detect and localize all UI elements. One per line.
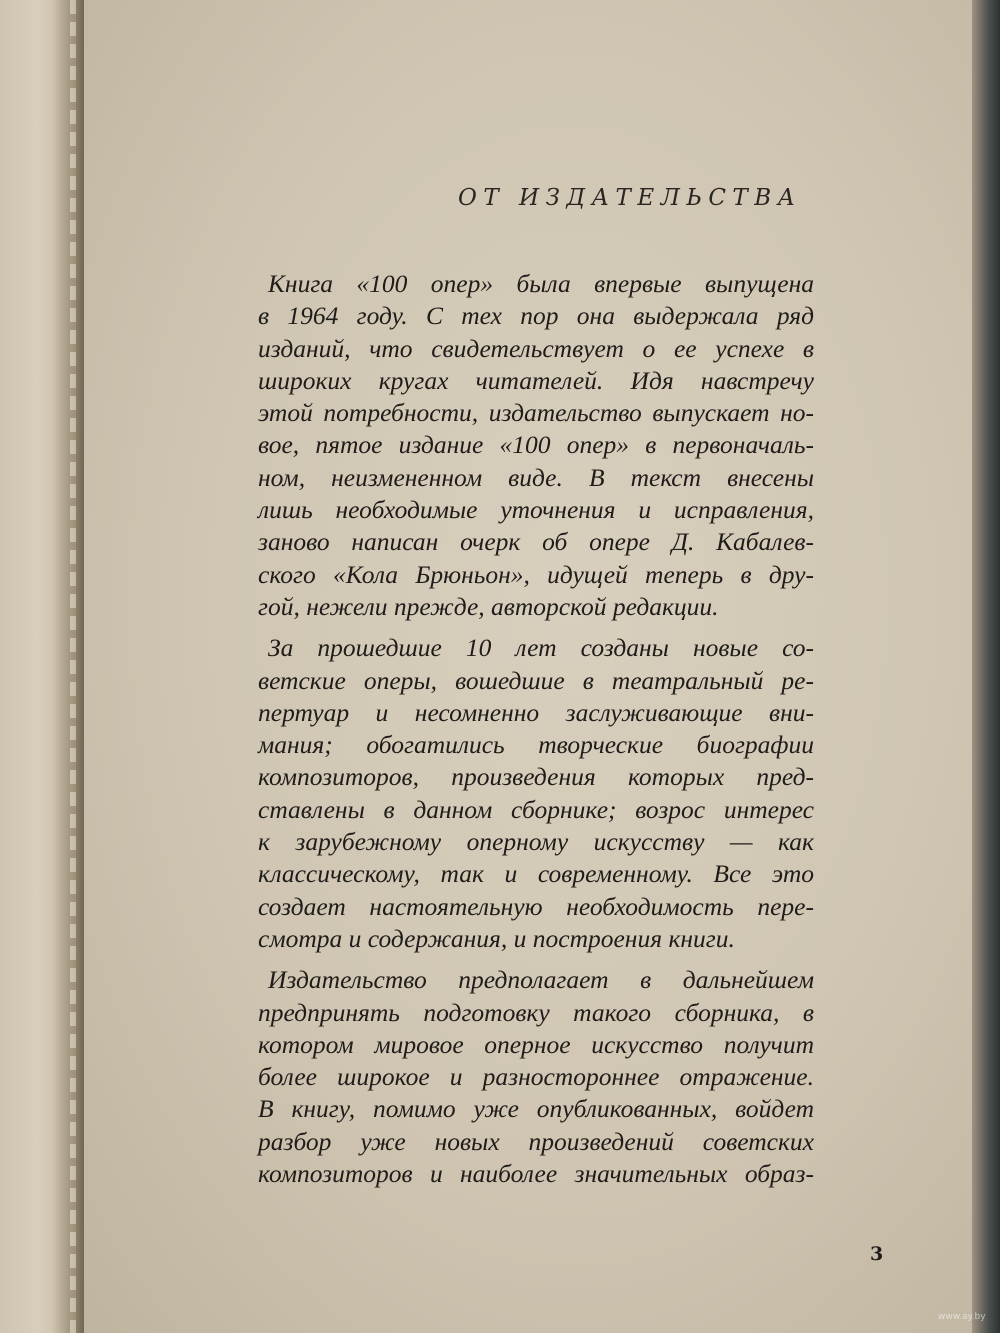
text-line: композиторов, произведения которых пред- <box>258 762 814 792</box>
text-line: лишь необходимые уточнения и исправления, <box>258 495 814 525</box>
text-line: гой, нежели прежде, авторской редакции. <box>258 591 719 621</box>
text-line: в 1964 году. С тех пор она выдержала ряд <box>258 301 814 331</box>
gutter-shadow <box>52 0 84 1333</box>
text-line: предпринять подготовку такого сборника, в <box>258 997 814 1027</box>
text-line: смотра и содержания, и построения книги. <box>258 923 735 953</box>
text-line: заново написан очерк об опере Д. Кабалев- <box>258 527 814 557</box>
text-line: создает настоятельную необходимость пере- <box>258 891 814 921</box>
text-line: изданий, что свидетельствует о ее успехе в <box>258 333 814 363</box>
text-line: ского «Кола Брюньон», идущей теперь в дру- <box>258 559 814 589</box>
text-line: этой потребности, издательство выпускает но- <box>258 398 814 428</box>
text-line: пертуар и несомненно заслуживающие вни- <box>258 697 814 727</box>
paragraph <box>258 268 814 623</box>
paragraph <box>258 632 814 955</box>
text-line: В книгу, помимо уже опубликованных, войдет <box>258 1094 814 1124</box>
text-line: разбор уже новых произведений советских <box>258 1126 814 1156</box>
text-line: композиторов и наиболее значительных образ- <box>258 1159 814 1189</box>
page-right-edge <box>972 0 1000 1333</box>
text-line: ветские оперы, вошедшие в театральный ре- <box>258 665 814 695</box>
text-line: классическому, так и современному. Все это <box>258 859 814 889</box>
binding-stitches <box>70 0 76 1333</box>
text-line: котором мировое оперное искусство получит <box>258 1029 814 1059</box>
paragraph <box>258 964 814 1190</box>
text-line: ном, неизмененном виде. В текст внесены <box>258 462 814 492</box>
text-line: вое, пятое издание «100 опер» в первоначаль- <box>258 430 814 460</box>
text-line: Книга «100 опер» была впервые выпущена <box>268 269 814 298</box>
site-watermark: www.ay.by <box>938 1312 986 1322</box>
text-line: Издательство предполагает в дальнейшем <box>268 965 814 995</box>
text-line: мания; обогатились творческие биографии <box>258 730 814 760</box>
page-number: 3 <box>870 1243 884 1265</box>
text-line: широких кругах читателей. Идя навстречу <box>258 365 814 395</box>
page-heading: ОТ ИЗДАТЕЛЬСТВА <box>458 185 802 211</box>
text-line: ставлены в данном сборнике; возрос интерес <box>258 794 814 824</box>
body-text <box>258 268 814 1199</box>
text-line: За прошедшие 10 лет созданы новые со- <box>268 633 814 663</box>
text-line: к зарубежному оперному искусству — как <box>258 827 814 857</box>
text-line: более широкое и разностороннее отражение. <box>258 1062 814 1092</box>
